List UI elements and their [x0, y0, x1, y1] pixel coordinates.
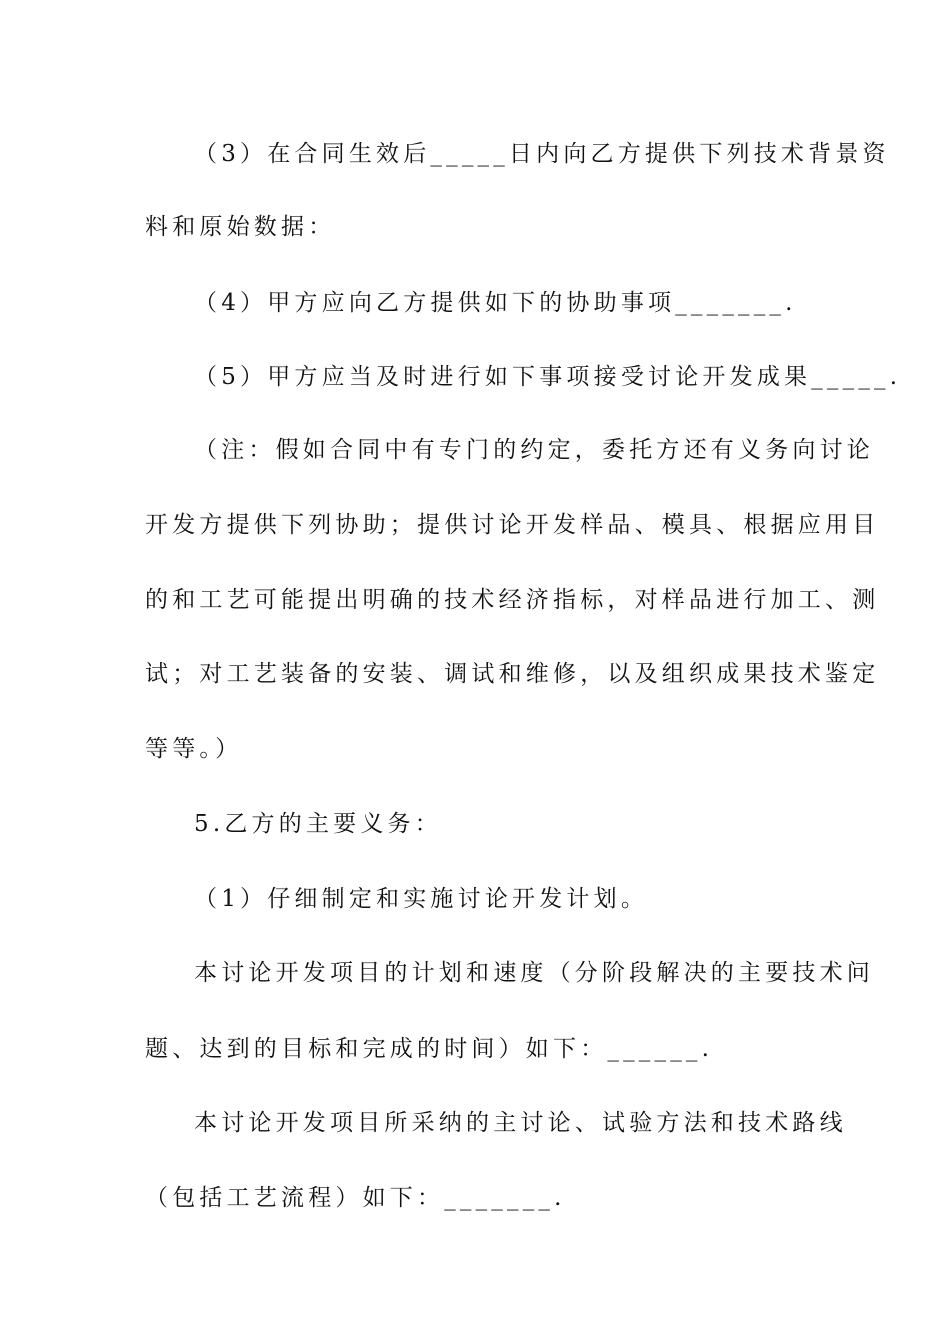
paragraph-line: 的和工艺可能提出明确的技术经济指标，对样品进行加工、测 — [145, 587, 880, 613]
paragraph-line: （1）仔细制定和实施讨论开发计划。 — [194, 886, 649, 912]
paragraph-line: （注：假如合同中有专门的约定，委托方还有义务向讨论 — [194, 437, 874, 463]
paragraph-line: （包括工艺流程）如下：_______. — [145, 1185, 566, 1211]
paragraph-line: 试；对工艺装备的安装、调试和维修，以及组织成果技术鉴定 — [145, 661, 880, 687]
paragraph-line: 等等。） — [145, 736, 243, 762]
paragraph-line: 开发方提供下列协助；提供讨论开发样品、模具、根据应用目 — [145, 512, 880, 538]
paragraph-line: 题、达到的目标和完成的时间）如下：______. — [145, 1036, 714, 1062]
paragraph-line: 料和原始数据： — [145, 214, 336, 240]
section-heading: 5.乙方的主要义务： — [194, 811, 442, 837]
paragraph-line: 本讨论开发项目的计划和速度（分阶段解决的主要技术问 — [194, 960, 874, 986]
paragraph-line: （3）在合同生效后_____日内向乙方提供下列技术背景资 — [194, 141, 890, 167]
paragraph-line: （4）甲方应向乙方提供如下的协助事项_______. — [194, 290, 797, 316]
paragraph-line: （5）甲方应当及时进行如下事项接受讨论开发成果_____. — [194, 364, 902, 390]
paragraph-line: 本讨论开发项目所采纳的主讨论、试验方法和技术路线 — [194, 1110, 847, 1136]
